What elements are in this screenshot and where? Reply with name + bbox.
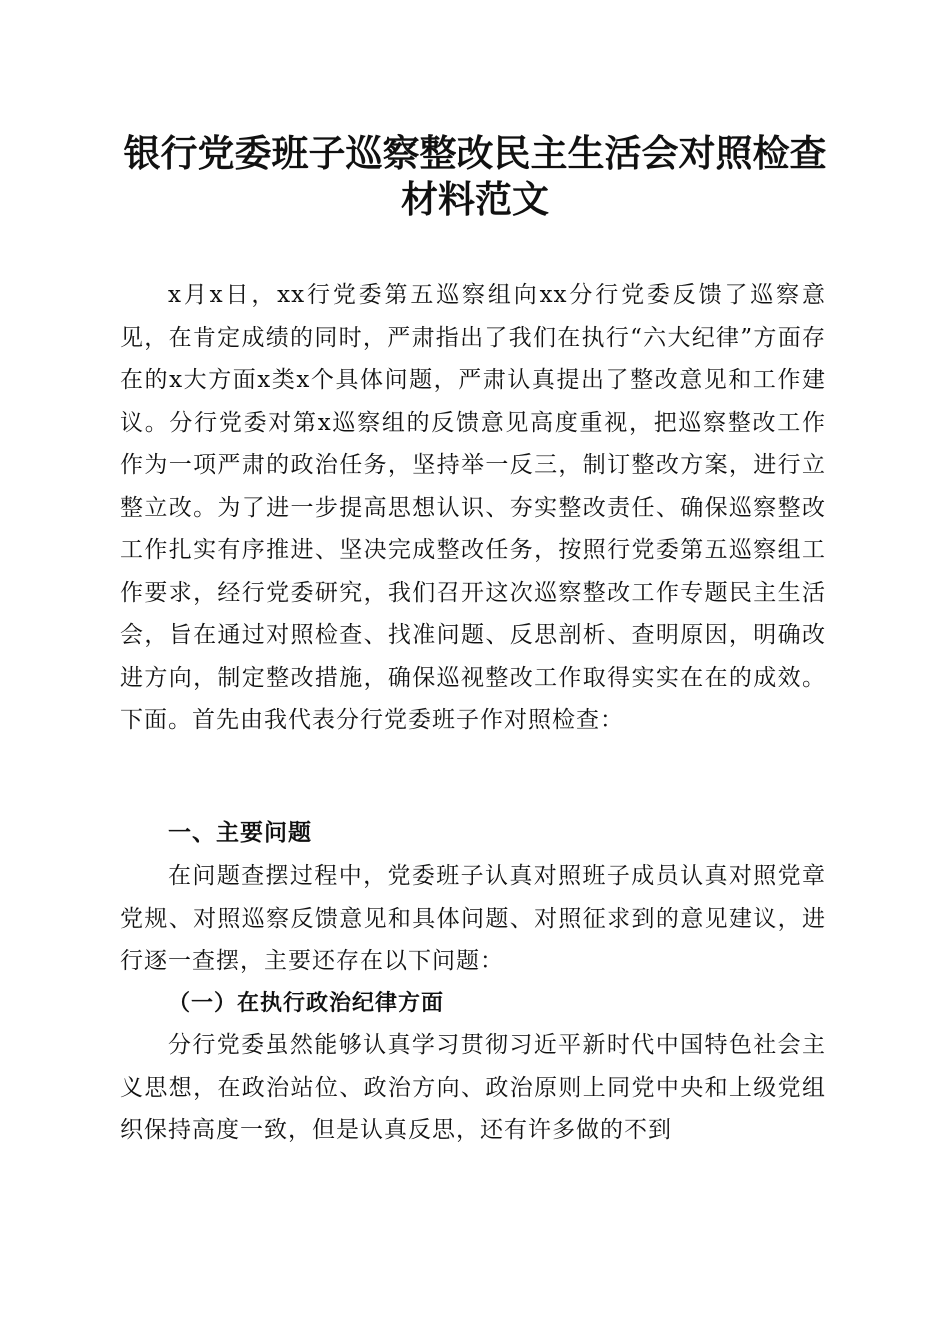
political-discipline-paragraph: 分行党委虽然能够认真学习贯彻习近平新时代中国特色社会主义思想，在政治站位、政治方向、政治原则上同党中央和上级党组织保持高度一致，但是认真反思，还有许多做的不到 — [120, 1032, 826, 1143]
subsection-heading-political-discipline: （一）在执行政治纪律方面 — [168, 990, 445, 1016]
problems-intro-paragraph: 在问题查摆过程中，党委班子认真对照班子成员认真对照党章党规、对照巡察反馈意见和具体问题、对照征求到的意见建议，进行逐一查摆，主要还存在以下问题： — [120, 863, 826, 974]
document-title: 银行党委班子巡察整改民主生活会对照检查材料范文 — [123, 131, 827, 221]
intro-paragraph: x月x日，xx行党委第五巡察组向xx分行党委反馈了巡察意见，在肯定成绩的同时，严肃指出了我们在执行“六大纪律”方面存在的x大方面x类x个具体问题，严肃认真提出了整改意见和工作建议。分行党委对第x巡察组的反馈意见高度重视，把巡察整改工作作为一项严肃的政治任务，坚持举一反三，制订整改方案，进行立整立改。为了进一步提高思想认识、夯实整改责任、确保巡察整改工作扎实有序推进、坚决完成整改任务，按照行党委第五巡察组工作要求，经行党委研究，我们召开这次巡察整改工作专题民主生活会，旨在通过对照检查、找准问题、反思剖析、查明原因，明确改进方向，制定整改措施，确保巡视整改工作取得实实在在的成效。下面。首先由我代表分行党委班子作对照检查： — [120, 282, 826, 733]
section-heading-main-problems: 一、主要问题 — [168, 820, 312, 846]
